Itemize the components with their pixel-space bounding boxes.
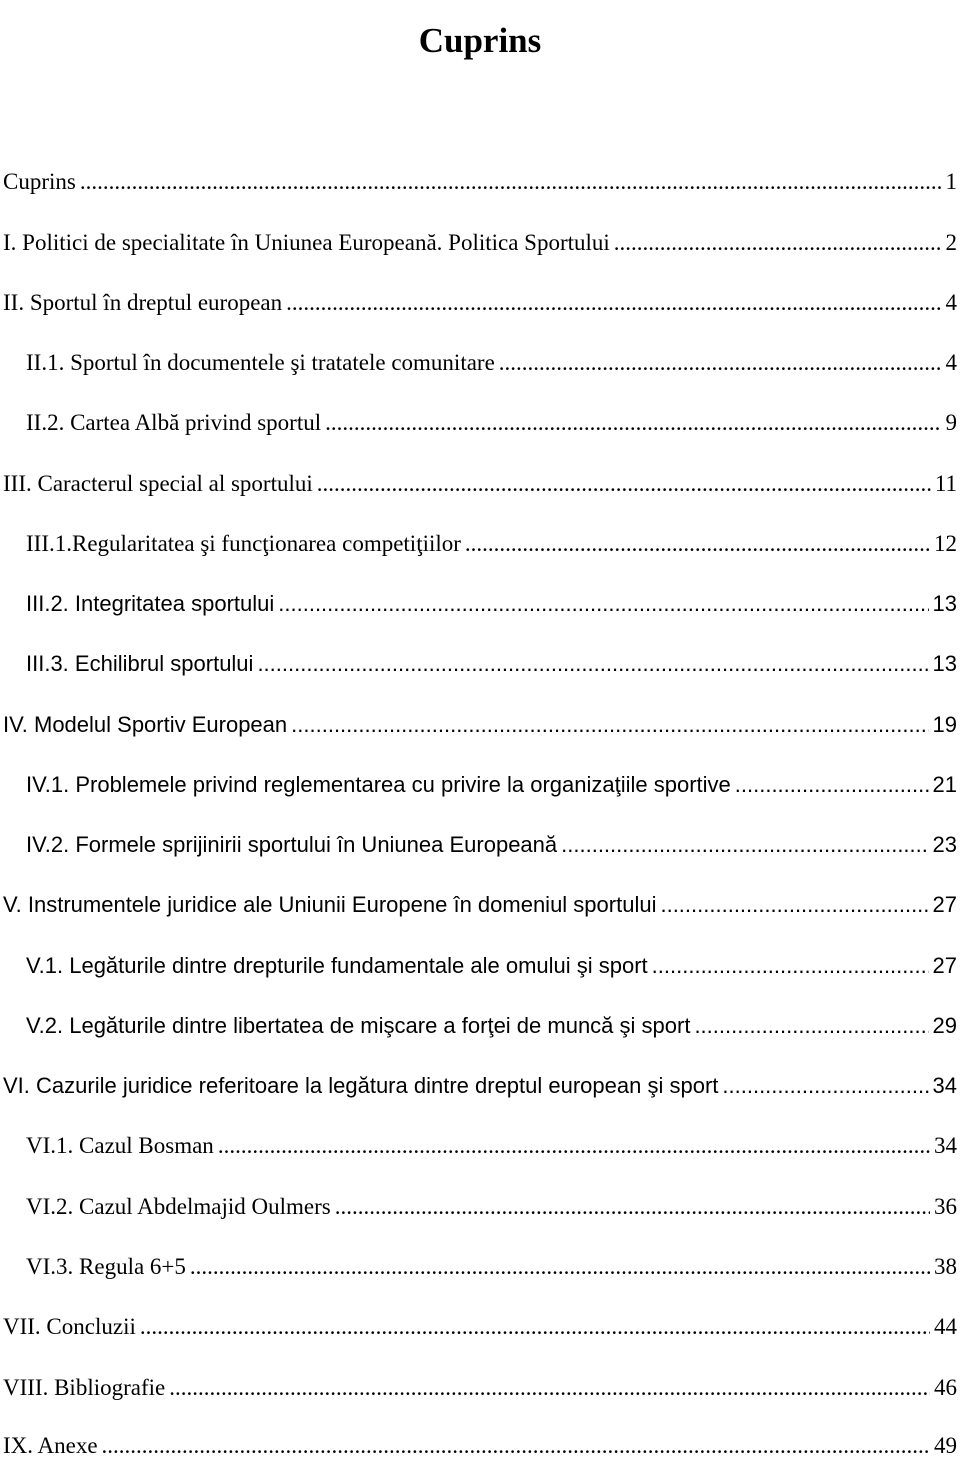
- toc-entry[interactable]: [0, 1070, 957, 1102]
- toc-entry-label: V.2. Legăturile dintre libertatea de mişcare a forţei de muncă şi sport: [26, 1013, 691, 1038]
- toc-entry-page: 27: [932, 892, 957, 917]
- toc-entry[interactable]: [0, 227, 957, 259]
- toc-entry-label: VI.1. Cazul Bosman: [26, 1133, 214, 1158]
- toc-entry[interactable]: [0, 166, 957, 198]
- toc-entry-page: 29: [932, 1013, 957, 1038]
- toc-entry-page: 49: [934, 1433, 957, 1458]
- toc-dot-leader: [257, 648, 928, 680]
- toc-entry-page: 12: [934, 531, 957, 556]
- toc-dot-leader: [80, 166, 942, 198]
- toc-entry-label: IV. Modelul Sportiv European: [3, 712, 288, 737]
- toc-entry-label: III.3. Echilibrul sportului: [26, 651, 254, 676]
- toc-entry-label: VI.2. Cazul Abdelmajid Oulmers: [26, 1194, 331, 1219]
- toc-dot-leader: [286, 287, 941, 319]
- toc-entry-page: 4: [945, 290, 957, 315]
- toc-entry-label: V.1. Legăturile dintre drepturile fundamentale ale omului şi sport: [26, 953, 648, 978]
- toc-entry-page: 9: [945, 410, 957, 435]
- toc-entry-page: 46: [934, 1375, 957, 1400]
- toc-entry-page: 4: [945, 350, 957, 375]
- toc-dot-leader: [735, 769, 929, 801]
- toc-entry-page: 21: [932, 772, 957, 797]
- toc-dot-leader: [102, 1430, 930, 1462]
- toc-entry[interactable]: [0, 528, 957, 560]
- toc-dot-leader: [169, 1372, 930, 1404]
- toc-entry-page: 13: [932, 591, 957, 616]
- toc-entry[interactable]: [0, 468, 957, 500]
- toc-entry[interactable]: [0, 407, 957, 439]
- toc-entry[interactable]: [0, 1010, 957, 1042]
- toc-dot-leader: [218, 1130, 930, 1162]
- toc-entry-label: II.1. Sportul în documentele şi tratatele comunitare: [26, 350, 495, 375]
- toc-entry-page: 44: [934, 1314, 957, 1339]
- toc-entry[interactable]: [0, 1430, 957, 1462]
- toc-dot-leader: [278, 588, 928, 620]
- toc-entry-page: 2: [945, 230, 957, 255]
- toc-dot-leader: [190, 1251, 930, 1283]
- toc-entry-page: 38: [934, 1254, 957, 1279]
- toc-entry[interactable]: [0, 588, 957, 620]
- toc-dot-leader: [140, 1311, 930, 1343]
- toc-dot-leader: [660, 889, 928, 921]
- toc-entry-label: IV.1. Problemele privind reglementarea cu privire la organizaţiile sportive: [26, 772, 731, 797]
- toc-entry-page: 34: [934, 1133, 957, 1158]
- toc-entry[interactable]: [0, 347, 957, 379]
- toc-entry-label: V. Instrumentele juridice ale Uniunii Europene în domeniul sportului: [3, 892, 657, 917]
- toc-entry-label: III. Caracterul special al sportului: [3, 471, 313, 496]
- toc-entry[interactable]: [0, 648, 957, 680]
- toc-entry[interactable]: [0, 1191, 957, 1223]
- toc-entry-label: II.2. Cartea Albă privind sportul: [26, 410, 322, 435]
- toc-entry-page: 23: [932, 832, 957, 857]
- toc-dot-leader: [652, 950, 929, 982]
- toc-entry-label: II. Sportul în dreptul european: [3, 290, 283, 315]
- toc-entry-page: 34: [932, 1073, 957, 1098]
- toc-entry[interactable]: [0, 287, 957, 319]
- toc-dot-leader: [694, 1010, 928, 1042]
- toc-dot-leader: [465, 528, 930, 560]
- toc-dot-leader: [561, 829, 928, 861]
- toc-dot-leader: [499, 347, 942, 379]
- toc-entry[interactable]: [0, 1311, 957, 1343]
- toc-entry[interactable]: [0, 950, 957, 982]
- toc-entry[interactable]: [0, 769, 957, 801]
- toc-entry-page: 11: [934, 471, 957, 496]
- toc-entry-page: 19: [932, 712, 957, 737]
- toc-entry-page: 13: [932, 651, 957, 676]
- toc-entry-label: VI.3. Regula 6+5: [26, 1254, 186, 1279]
- toc-entry-label: III.2. Integritatea sportului: [26, 591, 275, 616]
- toc-entry-label: I. Politici de specialitate în Uniunea Europeană. Politica Sportului: [3, 230, 610, 255]
- toc-entry[interactable]: [0, 1130, 957, 1162]
- toc-entry[interactable]: [0, 829, 957, 861]
- toc-entry-label: IX. Anexe: [3, 1433, 98, 1458]
- toc-entry[interactable]: [0, 889, 957, 921]
- toc-dot-leader: [614, 227, 942, 259]
- toc-entry-page: 27: [932, 953, 957, 978]
- toc-entry-page: 36: [934, 1194, 957, 1219]
- toc-entry-label: IV.2. Formele sprijinirii sportului în Uniunea Europeană: [26, 832, 558, 857]
- toc-entry[interactable]: [0, 1251, 957, 1283]
- toc-dot-leader: [291, 709, 928, 741]
- toc-entry-label: VI. Cazurile juridice referitoare la legătura dintre dreptul european şi sport: [3, 1073, 719, 1098]
- page-title: Cuprins: [418, 21, 542, 61]
- toc-entry-page: 1: [945, 169, 957, 194]
- toc-dot-leader: [722, 1070, 928, 1102]
- toc-entry-label: VII. Concluzii: [3, 1314, 136, 1339]
- toc-entry-label: Cuprins: [3, 169, 76, 194]
- toc-entry[interactable]: [0, 1372, 957, 1404]
- toc-dot-leader: [317, 468, 931, 500]
- toc-dot-leader: [335, 1191, 930, 1223]
- toc-entry-label: VIII. Bibliografie: [3, 1375, 166, 1400]
- toc-entry[interactable]: [0, 709, 957, 741]
- toc-entry-label: III.1.Regularitatea şi funcţionarea competiţiilor: [26, 531, 461, 556]
- toc-dot-leader: [325, 407, 941, 439]
